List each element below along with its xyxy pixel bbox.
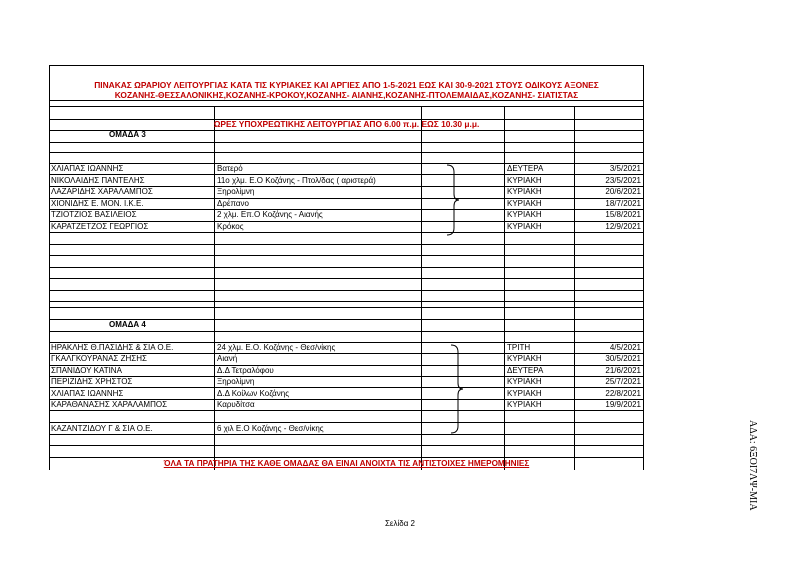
duty-day: ΚΥΡΙΑΚΗ: [507, 222, 542, 231]
duty-day: ΚΥΡΙΑΚΗ: [507, 389, 542, 398]
duty-date: 19/9/2021: [605, 400, 641, 409]
station-location: 2 χλμ. Επ.Ο Κοζάνης - Αιανής: [217, 210, 323, 219]
station-name: ΛΑΖΑΡΙΔΗΣ ΧΑΡΑΛΑΜΠΟΣ: [51, 187, 153, 196]
duty-day: ΚΥΡΙΑΚΗ: [507, 210, 542, 219]
bottom-note: ΌΛΑ ΤΑ ΠΡΑΤΗΡΙΑ ΤΗΣ ΚΑΘΕ ΟΜΑΔΑΣ ΘΑ ΕΙΝΑΙ ΑΝΟΙΧΤΑ ΤΙΣ ΑΝΤΙΣΤΟΙΧΕΣ ΗΜΕΡΟΜΗΝΙΕΣ: [163, 459, 530, 468]
station-location: Δ.Δ Τετραλόφου: [217, 366, 274, 375]
station-name: ΗΡΑΚΛΗΣ Θ.ΠΑΣΙΔΗΣ & ΣΙΑ Ο.Ε.: [51, 343, 174, 352]
station-location: Ξηρολίμνη: [217, 377, 255, 386]
station-name: ΠΕΡΙΖΙΔΗΣ ΧΡΗΣΤΟΣ: [51, 377, 133, 386]
station-location: Ξηρολίμνη: [217, 187, 255, 196]
duty-date: 21/6/2021: [605, 366, 641, 375]
schedule-table: [49, 65, 644, 470]
page-number: Σελίδα 2: [384, 519, 416, 528]
duty-day: ΔΕΥΤΕΡΑ: [507, 164, 544, 173]
station-name: ΓΚΑΛΓΚΟΥΡΑΝΑΣ ΖΗΣΗΣ: [51, 354, 147, 363]
station-location: Βατερό: [217, 164, 243, 173]
group-3-brace-icon: [445, 164, 461, 236]
duty-day: ΤΡΙΤΗ: [507, 343, 531, 352]
station-name: ΣΠΑΝΙΔΟΥ ΚΑΤΙΝΑ: [51, 366, 122, 375]
station-location: 11ο χλμ. Ε.Ο Κοζάνης - Πτολ/δας ( αριστερά): [217, 176, 376, 185]
duty-date: 4/5/2021: [609, 343, 641, 352]
duty-day: ΔΕΥΤΕΡΑ: [507, 366, 544, 375]
station-location: Αιανή: [217, 354, 238, 363]
document-code: ΑΔΑ: 6ΞΟΙ7ΛΨ-ΜΙΑ: [747, 420, 758, 511]
station-name: ΚΑΡΑΘΑΝΑΣΗΣ ΧΑΡΑΛΑΜΠΟΣ: [51, 400, 168, 409]
station-name: ΧΛΙΑΠΑΣ ΙΩΑΝΝΗΣ: [51, 164, 124, 173]
duty-date: 3/5/2021: [609, 164, 641, 173]
group-3-label: ΟΜΑΔΑ 3: [109, 130, 146, 139]
station-location: Δ.Δ Κοίλων Κοζάνης: [217, 389, 290, 398]
station-location: Καρυδίτσα: [217, 400, 255, 409]
duty-date: 22/8/2021: [605, 389, 641, 398]
duty-date: 20/6/2021: [605, 187, 641, 196]
duty-date: 30/5/2021: [605, 354, 641, 363]
duty-day: ΚΥΡΙΑΚΗ: [507, 354, 542, 363]
station-location: 6 χιλ Ε.Ο Κοζάνης - Θεσ/νίκης: [217, 424, 324, 433]
operating-hours-note: ΩΡΕΣ ΥΠΟΧΡΕΩΤΙΚΗΣ ΛΕΙΤΟΥΡΓΙΑΣ ΑΠΟ 6.00 π.μ. ΕΩΣ 10.30 μ.μ.: [213, 119, 480, 129]
station-name: ΚΑΡΑΤΖΕΤΖΟΣ ΓΕΩΡΓΙΟΣ: [51, 222, 149, 231]
station-name: ΚΑΖΑΝΤΖΙΔΟΥ Γ & ΣΙΑ Ο.Ε.: [51, 424, 153, 433]
duty-date: 18/7/2021: [605, 199, 641, 208]
duty-date: 12/9/2021: [605, 222, 641, 231]
duty-day: ΚΥΡΙΑΚΗ: [507, 199, 542, 208]
duty-date: 15/8/2021: [605, 210, 641, 219]
group-4-label: ΟΜΑΔΑ 4: [109, 320, 146, 329]
station-location: Κρόκος: [217, 222, 244, 231]
duty-day: ΚΥΡΙΑΚΗ: [507, 377, 542, 386]
table-title-line-2: ΚΟΖΑΝΗΣ-ΘΕΣΣΑΛΟΝΙΚΗΣ,ΚΟΖΑΝΗΣ-ΚΡΟΚΟΥ,ΚΟΖΑΝΗΣ- ΑΙΑΝΗΣ,ΚΟΖΑΝΗΣ-ΠΤΟΛΕΜΑΙΔΑΣ,ΚΟΖΑΝΗΣ- ΣΙΑΤΙΣΤΑΣ: [114, 90, 579, 100]
station-name: ΧΙΟΝΙΔΗΣ Ε. ΜΟΝ. Ι.Κ.Ε.: [51, 199, 144, 208]
duty-date: 23/5/2021: [605, 176, 641, 185]
station-location: Δρέπανο: [217, 199, 249, 208]
duty-day: ΚΥΡΙΑΚΗ: [507, 187, 542, 196]
duty-date: 25/7/2021: [605, 377, 641, 386]
duty-day: ΚΥΡΙΑΚΗ: [507, 176, 542, 185]
duty-day: ΚΥΡΙΑΚΗ: [507, 400, 542, 409]
station-name: ΝΙΚΟΛΑΙΔΗΣ ΠΑΝΤΕΛΗΣ: [51, 176, 145, 185]
table-title-line-1: ΠΙΝΑΚΑΣ ΩΡΑΡΙΟΥ ΛΕΙΤΟΥΡΓΙΑΣ ΚΑΤΑ ΤΙΣ ΚΥΡΙΑΚΕΣ ΚΑΙ ΑΡΓΙΕΣ ΑΠΟ 1-5-2021 ΕΩΣ ΚΑΙ 30-9-2021 ΣΤΟΥΣ ΟΔΙΚΟΥΣ ΑΞΟΝΕΣ: [94, 80, 599, 90]
station-location: 24 χλμ. Ε.Ο. Κοζάνης - Θεσ/νίκης: [217, 343, 336, 352]
station-name: ΧΛΙΑΠΑΣ ΙΩΑΝΝΗΣ: [51, 389, 124, 398]
station-name: ΤΖΙΟΤΖΙΟΣ ΒΑΣΙΛΕΙΟΣ: [51, 210, 137, 219]
group-4-brace-icon: [449, 344, 465, 434]
